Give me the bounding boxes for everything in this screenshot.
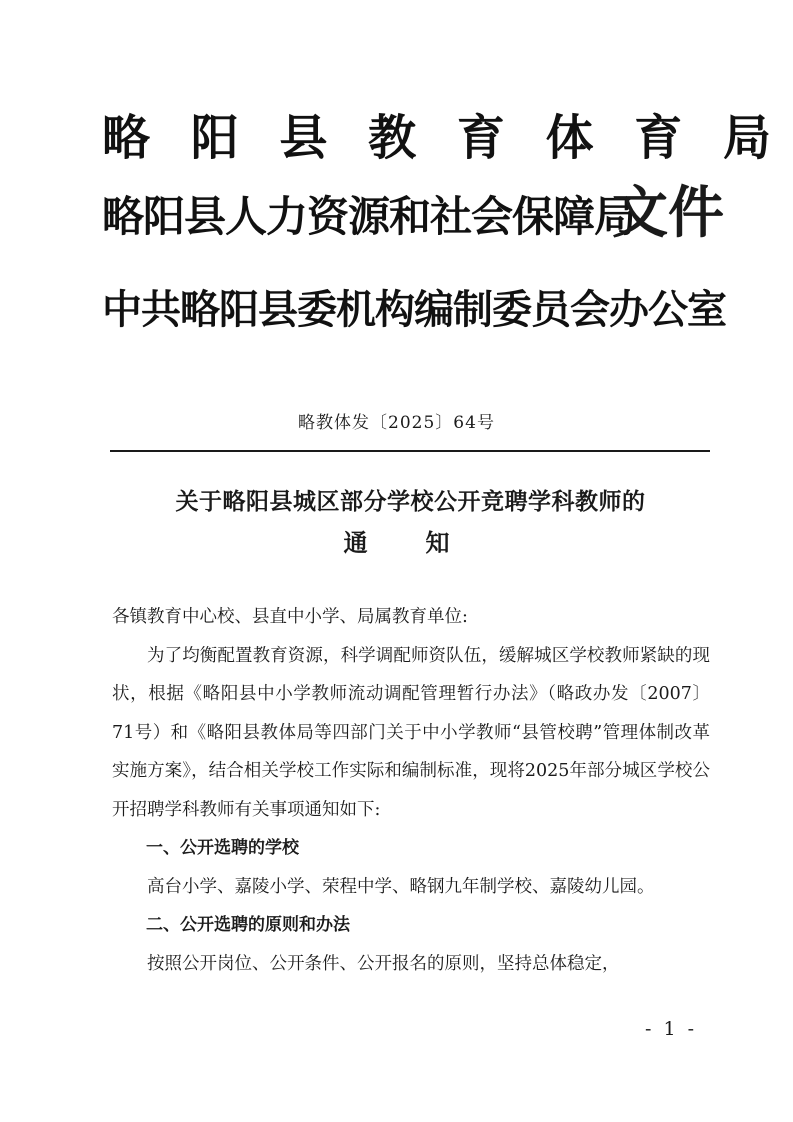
- section1-text: 高台小学、嘉陵小学、荣程中学、略钢九年制学校、嘉陵幼儿园。: [147, 876, 655, 897]
- section2-heading: 二、公开选聘的原则和办法: [146, 915, 350, 935]
- header-divider: [110, 450, 710, 452]
- file-label: 文件: [612, 181, 724, 246]
- document-title-line2-text: 通知: [343, 528, 508, 557]
- document-title-line1: 关于略阳县城区部分学校公开竞聘学科教师的: [175, 488, 646, 515]
- issuer-hr-social-security-bureau: 略阳县人力资源和社会保障局: [102, 192, 636, 241]
- addressee: 各镇教育中心校、县直中小学、局属教育单位:: [112, 607, 468, 627]
- document-title-line2: [0, 523, 793, 558]
- page-number: - 1 -: [644, 1018, 697, 1040]
- issuer-staffing-committee-office: 中共略阳县委机构编制委员会办公室: [102, 287, 726, 333]
- intro-paragraph: 为了均衡配置教育资源，科学调配师资队伍，缓解城区学校教师紧缺的现状，根据《略阳县中小学教师流动调配管理暂行办法》（略政办发〔2007〕71号）和《略阳县教体局等四部门关于中小学教师“县管校聘”管理体制改革实施方案》，结合相关学校工作实际和编制标准，现将2025年部分城区学校公开招聘学科教师有关事项通知如下:: [112, 645, 710, 820]
- issuer-header: [102, 100, 783, 360]
- issuer-education-bureau: 略 阳 县 教 育 体 育 局: [102, 110, 783, 166]
- section2-text: 按照公开岗位、公开条件、公开报名的原则，坚持总体稳定，: [147, 953, 620, 974]
- document-number: 略教体发〔2025〕64号: [298, 413, 495, 433]
- section1-heading: 一、公开选聘的学校: [146, 838, 299, 858]
- document-body: [112, 598, 710, 983]
